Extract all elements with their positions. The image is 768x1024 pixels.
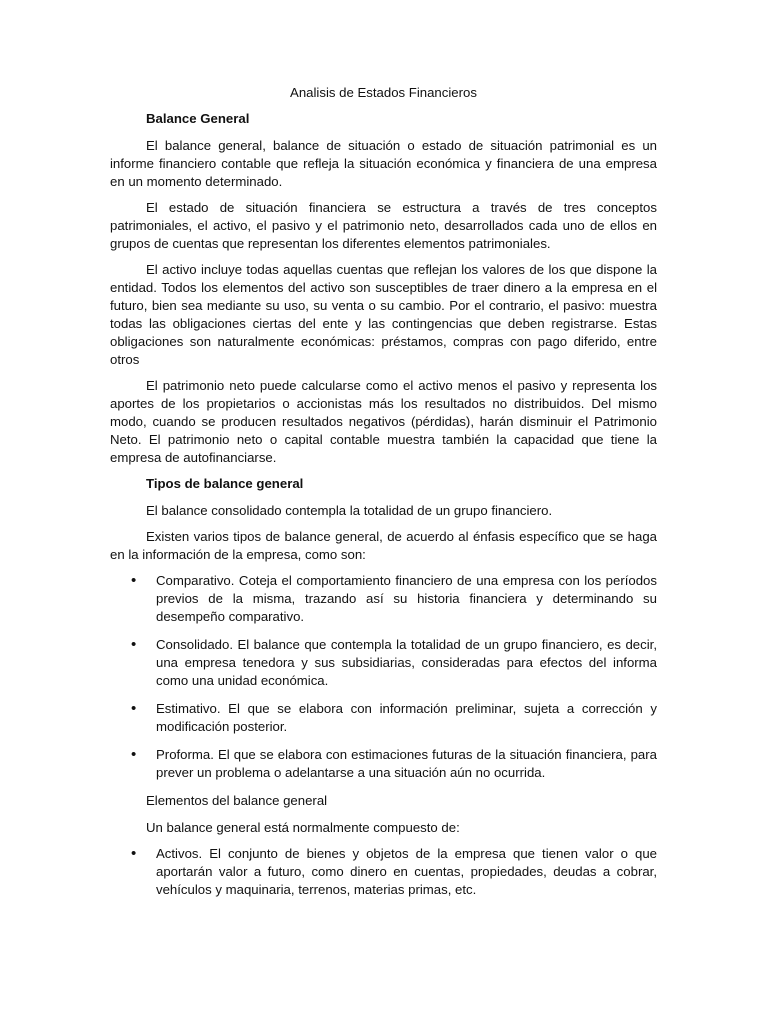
paragraph: El balance general, balance de situación o estado de situación patrimonial es un informe financiero contable que refleja la situación económica y financiera de una empresa en un momento determinado.: [110, 138, 657, 189]
list-item-text: Activos. El conjunto de bienes y objetos de la empresa que tienen valor o que aportarán valor a futuro, como dinero en cuentas, propiedades, deudas a cobrar, vehículos y maquinaria, terrenos, materias primas, etc.: [156, 846, 657, 897]
list-item-text: Proforma. El que se elabora con estimaciones futuras de la situación financiera, para prever un problema o adelantarse a una situación aún no ocurrida.: [156, 747, 657, 780]
paragraph: Un balance general está normalmente compuesto de:: [146, 820, 460, 835]
section-heading-tipos: Tipos de balance general: [146, 476, 304, 491]
list-item: [110, 572, 657, 626]
paragraph: El estado de situación financiera se estructura a través de tres conceptos patrimoniales, el activo, el pasivo y el patrimonio neto, desarrollados cada uno de ellos en grupos de cuentas que representan los diferentes elementos patrimoniales.: [110, 200, 657, 251]
paragraph: El balance consolidado contempla la totalidad de un grupo financiero.: [146, 503, 553, 518]
list-item-text: Comparativo. Coteja el comportamiento financiero de una empresa con los períodos previos de la misma, trazando así su historia financiera y determinando su desempeño comparativo.: [156, 573, 657, 624]
bullet-icon: •: [131, 845, 137, 862]
bullet-icon: •: [131, 700, 137, 717]
bullet-icon: •: [131, 572, 137, 589]
list-item: [110, 700, 657, 736]
section-heading-balance-general: Balance General: [146, 111, 250, 126]
document-body: [110, 84, 657, 909]
paragraph: El activo incluye todas aquellas cuentas que reflejan los valores de los que dispone la entidad. Todos los elementos del activo son susceptibles de traer dinero a la empresa en el futuro, bien sea mediante su uso, su venta o su cambio. Por el contrario, el pasivo: muestra todas las obligaciones ciertas del ente y las contingencias que deben registrarse. Estas obligaciones son naturalmente económicas: préstamos, compras con pago diferido, entre otros: [110, 262, 657, 367]
list-item-text: Estimativo. El que se elabora con información preliminar, sujeta a corrección y modificación posterior.: [156, 701, 657, 734]
paragraph: Existen varios tipos de balance general, de acuerdo al énfasis específico que se haga en la información de la empresa, como son:: [110, 529, 657, 562]
paragraph: El patrimonio neto puede calcularse como el activo menos el pasivo y representa los aportes de los propietarios o accionistas más los resultados no distribuidos. Del mismo modo, cuando se producen resultados negativos (pérdidas), harán disminuir el Patrimonio Neto. El patrimonio neto o capital contable muestra también la capacidad que tiene la empresa de autofinanciarse.: [110, 378, 657, 465]
bullet-icon: •: [131, 636, 137, 653]
list-item-text: Consolidado. El balance que contempla la totalidad de un grupo financiero, es decir, una empresa tenedora y sus subsidiarias, consideradas para efectos del informa como una unidad económica.: [156, 637, 657, 688]
list-item: [110, 845, 657, 899]
document-title: Analisis de Estados Financieros: [290, 85, 477, 100]
bullet-list-tipos: [110, 572, 657, 782]
list-item: [110, 746, 657, 782]
list-item: [110, 636, 657, 690]
bullet-icon: •: [131, 746, 137, 763]
bullet-list-elementos: [110, 845, 657, 899]
section-heading-elementos: Elementos del balance general: [146, 793, 328, 808]
